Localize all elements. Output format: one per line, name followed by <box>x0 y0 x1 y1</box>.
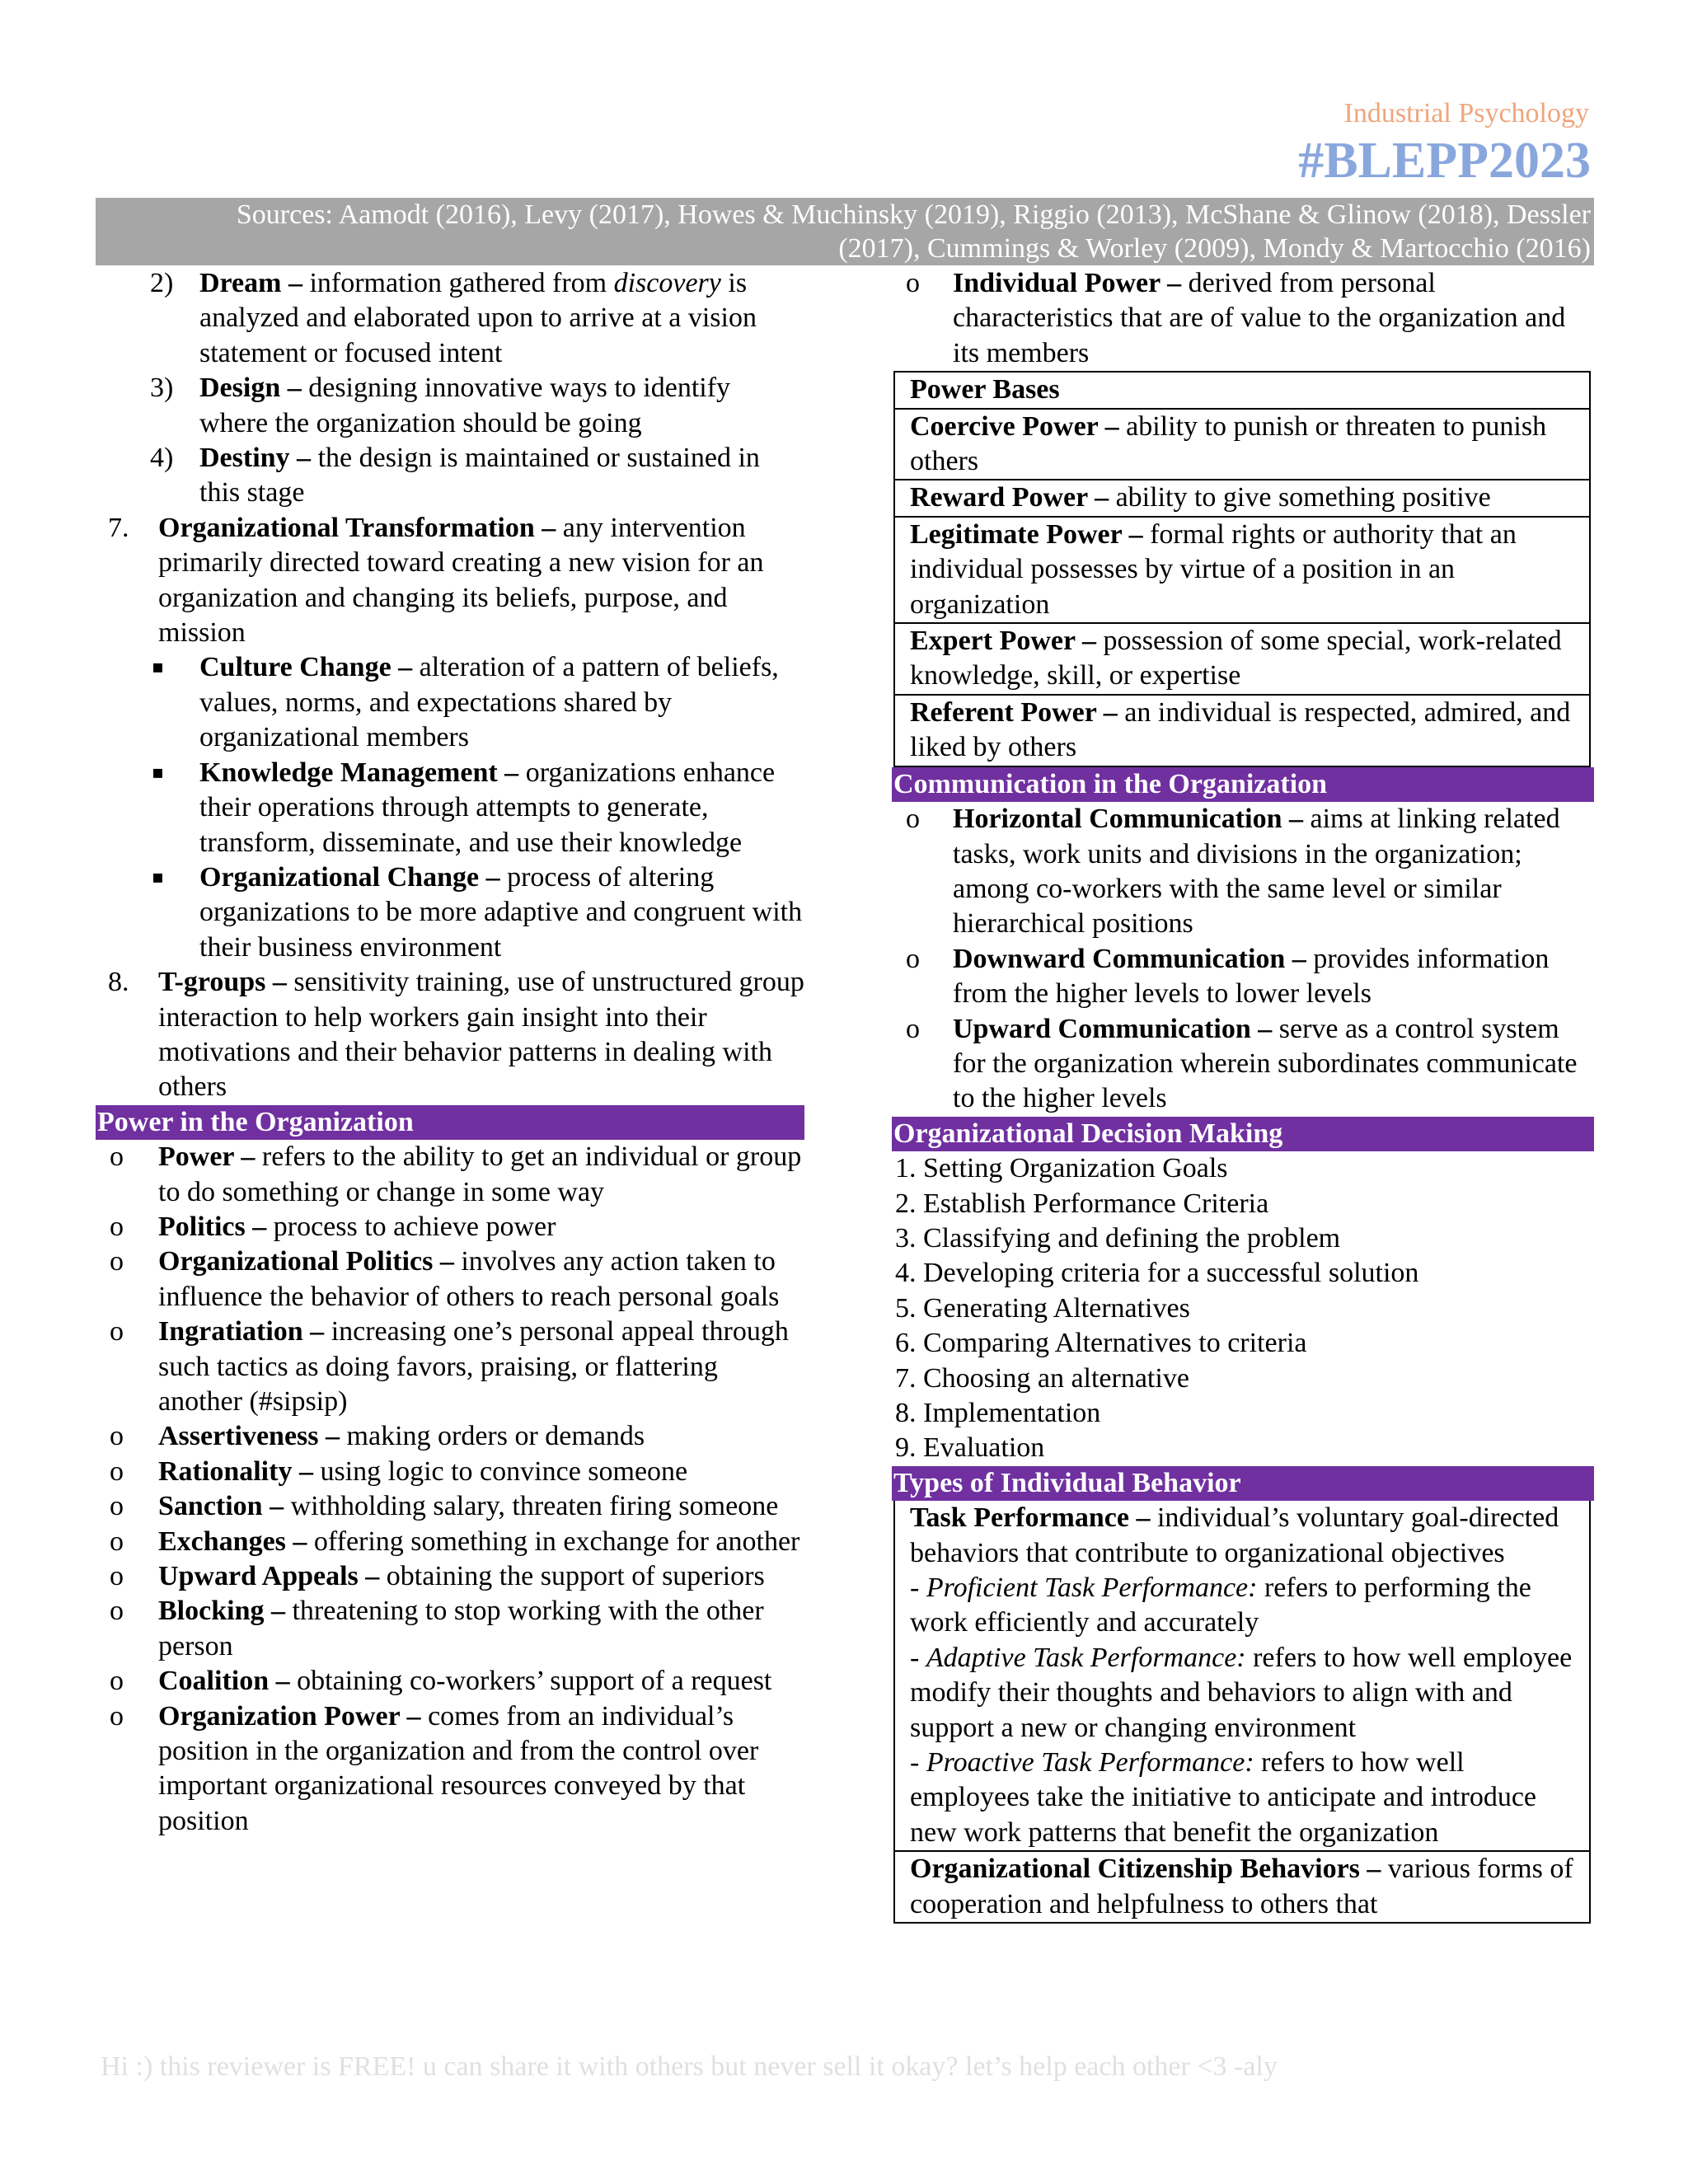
emphasis: Proficient Task Performance: <box>926 1572 1258 1604</box>
sub-definition <box>910 1571 1582 1641</box>
definition: is analyzed and elaborated upon to arrive at a vision statement or focused intent <box>199 268 757 368</box>
square-bullet-icon: ▪ <box>152 866 164 888</box>
term: Exchanges – <box>158 1526 307 1557</box>
circle-bullet-icon: o <box>110 1561 124 1592</box>
definition: possession of some special, work-related knowledge, skill, or expertise <box>910 626 1562 691</box>
bullet-item <box>96 1559 804 1594</box>
list-item: 6. Comparing Alternatives to criteria <box>895 1328 1307 1359</box>
list-item: 4. Developing criteria for a successful solution <box>895 1258 1419 1289</box>
emphasis: discovery <box>613 268 721 298</box>
definition: provides information from the higher levels to lower levels <box>953 943 1550 1010</box>
term: Organizational Citizenship Behaviors – <box>910 1854 1381 1885</box>
bullet-item <box>96 1455 804 1489</box>
dash: - <box>910 1572 926 1604</box>
bullet-item <box>892 266 1594 371</box>
definition: obtaining the support of superiors <box>379 1561 765 1592</box>
emphasis: Adaptive Task Performance: <box>926 1642 1246 1673</box>
bullet-item <box>96 1525 804 1559</box>
footer-note: Hi :) this reviewer is FREE! u can share it with others but never sell it okay? let’s help each other <3 -aly <box>101 2051 1278 2082</box>
term: Sanction – <box>158 1491 284 1522</box>
definition: refers to performing the work efficiently and accurately <box>910 1572 1531 1638</box>
definition: ability to punish or threaten to punish others <box>910 410 1547 477</box>
list-item: 3. Classifying and defining the problem <box>895 1222 1341 1254</box>
power-bases-table <box>893 371 1591 766</box>
sub-item <box>96 650 804 755</box>
circle-bullet-icon: o <box>906 804 920 835</box>
definition: ability to give something positive <box>1109 482 1491 513</box>
section-heading-decision-making: Organizational Decision Making <box>892 1117 1594 1151</box>
term: Legitimate Power – <box>910 518 1143 550</box>
table-header <box>895 373 1589 407</box>
bullet-item <box>892 1012 1594 1117</box>
term: Upward Communication – <box>953 1013 1273 1044</box>
bullet-item <box>96 1140 804 1210</box>
exam-tag: #BLEPP2023 <box>1298 133 1591 189</box>
term: T-groups – <box>158 967 287 998</box>
definition: an individual is respected, admired, and liked by others <box>910 696 1571 763</box>
definition: process to achieve power <box>266 1211 556 1242</box>
definition: threatening to stop working with the other person <box>158 1596 764 1661</box>
sources-banner <box>96 198 1594 265</box>
list-item: 8. Implementation <box>895 1398 1101 1428</box>
term: Reward Power – <box>910 482 1109 513</box>
list-item: 2. Establish Performance Criteria <box>895 1188 1269 1219</box>
definition: formal rights or authority that an individual possesses by virtue of a position in an organization <box>910 518 1517 620</box>
definition: obtaining co-workers’ support of a request <box>289 1666 772 1697</box>
ai-step <box>96 371 804 441</box>
bullet-item <box>892 942 1594 1012</box>
table-row <box>895 622 1589 694</box>
definition: increasing one’s personal appeal through such tactics as doing favors, praising, or flattering another (#sipsip) <box>158 1316 789 1417</box>
list-item: 1. Setting Organization Goals <box>895 1153 1228 1184</box>
table-row <box>895 1501 1589 1850</box>
circle-bullet-icon: o <box>110 1666 124 1697</box>
definition: sensitivity training, use of unstructured group interaction to help workers gain insight into their motivations and their behavior patterns in dealing with others <box>158 967 804 1103</box>
term: Downward Communication – <box>953 943 1306 974</box>
table-row <box>895 1850 1589 1922</box>
definition: involves any action taken to influence the behavior of others to reach personal goals <box>158 1246 780 1312</box>
bullet-item <box>96 1419 804 1454</box>
circle-bullet-icon: o <box>906 943 920 974</box>
circle-bullet-icon: o <box>906 268 920 298</box>
term: Knowledge Management – <box>199 757 519 788</box>
decision-steps-list <box>892 1151 1594 1466</box>
table-row <box>895 408 1589 480</box>
term: Politics – <box>158 1211 267 1242</box>
definition: refers to how well employees take the initiative to anticipate and introduce new work patterns that benefit the organization <box>910 1747 1537 1848</box>
bullet-item <box>96 1210 804 1244</box>
circle-bullet-icon: o <box>110 1211 124 1242</box>
term: Rationality – <box>158 1455 313 1487</box>
square-bullet-icon: ▪ <box>152 657 164 678</box>
sources-line-1: Sources: Aamodt (2016), Levy (2017), Howes & Muchinsky (2019), Riggio (2013), McShane & Glinow (2018), Dessler <box>236 199 1591 230</box>
sub-definition <box>910 1746 1582 1850</box>
definition: withholding salary, threaten firing someone <box>284 1491 779 1522</box>
circle-bullet-icon: o <box>110 1421 124 1452</box>
circle-bullet-icon: o <box>110 1246 124 1277</box>
term: Task Performance – <box>910 1502 1151 1534</box>
table-row <box>895 516 1589 622</box>
list-item: 9. Evaluation <box>895 1432 1045 1464</box>
table-row <box>895 694 1589 766</box>
table-row <box>895 479 1589 515</box>
term: Coalition – <box>158 1666 290 1697</box>
bullet-item <box>96 1244 804 1315</box>
definition: process of altering organizations to be more adaptive and congruent with their business environment <box>199 861 803 963</box>
list-item <box>96 965 804 1105</box>
dash: - <box>910 1642 926 1673</box>
step-number: 3) <box>150 373 174 404</box>
item-number: 7. <box>108 512 129 543</box>
term: Expert Power – <box>910 626 1096 657</box>
ai-step <box>96 266 804 371</box>
definition: any intervention primarily directed toward creating a new vision for an organization and changing its beliefs, purpose, and mission <box>158 512 764 649</box>
section-heading-power: Power in the Organization <box>96 1105 804 1140</box>
circle-bullet-icon: o <box>110 1491 124 1522</box>
step-number: 4) <box>150 443 174 474</box>
term: Organization Power – <box>158 1700 421 1732</box>
definition: information gathered from <box>302 268 614 298</box>
term: Organizational Politics – <box>158 1246 454 1277</box>
term: Individual Power – <box>953 268 1182 298</box>
square-bullet-icon: ▪ <box>152 762 164 783</box>
circle-bullet-icon: o <box>110 1141 124 1173</box>
term: Dream – <box>199 268 302 298</box>
bullet-item <box>96 1489 804 1524</box>
dash: - <box>910 1747 926 1779</box>
ai-step <box>96 441 804 511</box>
bullet-item <box>96 1315 804 1419</box>
definition: serve as a control system for the organization wherein subordinates communicate to the higher levels <box>953 1013 1578 1114</box>
definition: comes from an individual’s position in the organization and from the control over important organizational resources conveyed by that position <box>158 1700 759 1836</box>
definition: using logic to convince someone <box>312 1455 688 1487</box>
circle-bullet-icon: o <box>110 1316 124 1347</box>
term: Power – <box>158 1141 256 1173</box>
circle-bullet-icon: o <box>110 1700 124 1732</box>
circle-bullet-icon: o <box>110 1596 124 1627</box>
list-item: 7. Choosing an alternative <box>895 1362 1189 1394</box>
definition: designing innovative ways to identify where the organization should be going <box>199 373 731 438</box>
bullet-item <box>96 1594 804 1664</box>
circle-bullet-icon: o <box>906 1013 920 1044</box>
definition: individual’s voluntary goal-directed behaviors that contribute to organizational objectives <box>910 1502 1559 1568</box>
term: Organizational Change – <box>199 861 500 893</box>
definition: making orders or demands <box>340 1421 645 1452</box>
right-column <box>892 266 1594 1924</box>
definition: alteration of a pattern of beliefs, values, norms, and expectations shared by organizational members <box>199 652 779 753</box>
circle-bullet-icon: o <box>110 1526 124 1557</box>
definition: offering something in exchange for another <box>307 1526 800 1557</box>
term: Upward Appeals – <box>158 1561 380 1592</box>
section-heading-individual-behavior: Types of Individual Behavior <box>892 1466 1594 1501</box>
left-column <box>96 266 804 1839</box>
list-item: 5. Generating Alternatives <box>895 1292 1190 1324</box>
individual-behavior-table <box>893 1501 1591 1924</box>
term: Referent Power – <box>910 696 1118 728</box>
term: Horizontal Communication – <box>953 804 1303 835</box>
table-title: Power Bases <box>910 374 1060 405</box>
definition: various forms of cooperation and helpfulness to others that <box>910 1854 1573 1919</box>
sources-line-2: (2017), Cummings & Worley (2009), Mondy & Martocchio (2016) <box>838 233 1591 264</box>
definition: derived from personal characteristics that are of value to the organization and its members <box>953 268 1566 368</box>
subject-title: Industrial Psychology <box>1343 98 1589 129</box>
definition: refers to how well employee modify their thoughts and behaviors to align with and support a new or changing environment <box>910 1642 1573 1743</box>
term: Ingratiation – <box>158 1316 325 1347</box>
term: Culture Change – <box>199 652 413 683</box>
item-number: 8. <box>108 967 129 998</box>
list-item <box>96 511 804 651</box>
definition: organizations enhance their operations through attempts to generate, transform, disseminate, and use their knowledge <box>199 757 776 858</box>
section-heading-communication: Communication in the Organization <box>892 767 1594 802</box>
sub-item <box>96 860 804 965</box>
term: Blocking – <box>158 1596 285 1627</box>
term: Coercive Power – <box>910 410 1119 442</box>
definition: the design is maintained or sustained in this stage <box>199 443 760 509</box>
bullet-item <box>96 1699 804 1840</box>
sub-definition <box>910 1641 1582 1746</box>
definition: aims at linking related tasks, work units and divisions in the organization; among co-workers with the same level or similar hierarchical positions <box>953 804 1560 940</box>
sub-item <box>96 756 804 860</box>
term: Destiny – <box>199 443 312 474</box>
definition: refers to the ability to get an individual or group to do something or change in some way <box>158 1141 802 1207</box>
step-number: 2) <box>150 268 174 298</box>
term: Assertiveness – <box>158 1421 340 1452</box>
circle-bullet-icon: o <box>110 1455 124 1487</box>
emphasis: Proactive Task Performance: <box>926 1747 1254 1779</box>
bullet-item <box>892 802 1594 942</box>
bullet-item <box>96 1664 804 1699</box>
term: Design – <box>199 373 302 404</box>
term: Organizational Transformation – <box>158 512 556 543</box>
